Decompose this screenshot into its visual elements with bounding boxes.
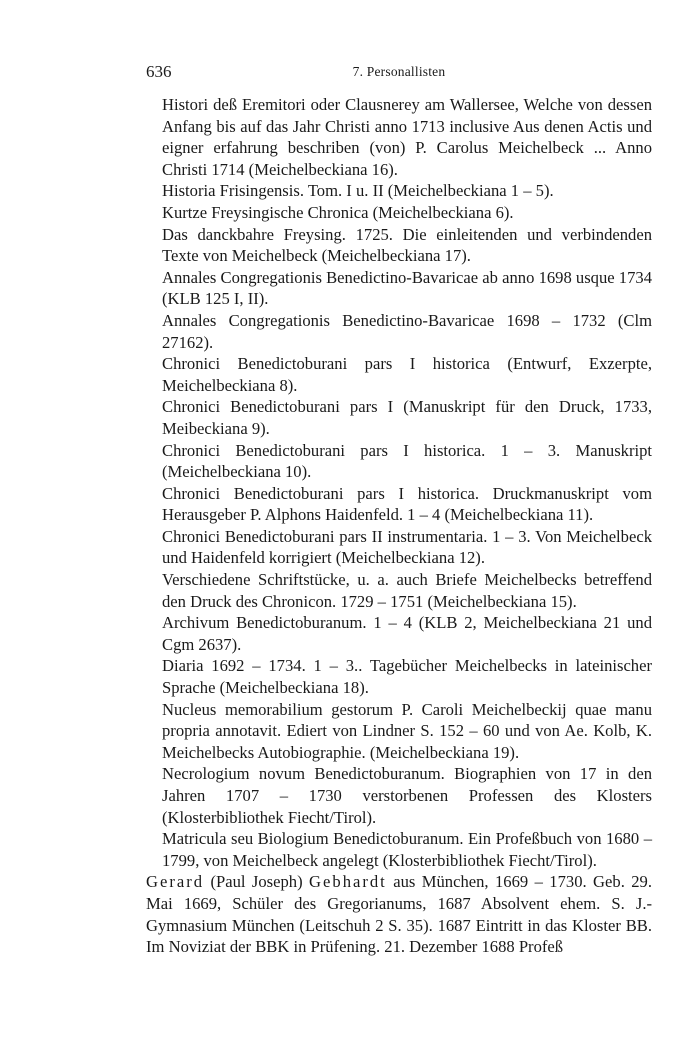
work-entry: Nucleus memorabilium gestorum P. Caroli Meichelbeckij quae manu propria annotavit. Ediert von Lindner S. 152 – 60 und von Ae. Kolb, K. Meichelbecks Autobiographie. (Meichelbeckiana 19). bbox=[162, 699, 652, 762]
work-entry: Histori deß Eremitori oder Clausnerey am Wallersee, Welche von dessen Anfang bis auf das Jahr Christi anno 1713 inclusive Aus denen Actis und eigner erfahrung beschriben (von) P. Carolus Meichelbeck ... Anno Christi 1714 (Meichelbeckiana 16). bbox=[162, 95, 652, 179]
page-body bbox=[146, 94, 652, 958]
work-entry: Diaria 1692 – 1734. 1 – 3.. Tagebücher Meichelbecks in lateinischer Sprache (Meichelbeckiana 18). bbox=[162, 656, 652, 698]
work-entry: Chronici Benedictoburani pars I historica (Entwurf, Exzerpte, Meichelbeckiana 8). bbox=[162, 354, 652, 395]
work-entry: Matricula seu Biologium Benedictoburanum. Ein Profeßbuch von 1680 – 1799, von Meichelbeck angelegt (Klosterbibliothek Fiecht/Tirol). bbox=[162, 829, 652, 870]
person-birth-name: (Paul Joseph) bbox=[210, 872, 303, 892]
work-entry: Annales Congregationis Benedictino-Bavaricae ab anno 1698 usque 1734 (KLB 125 I, II). bbox=[162, 267, 652, 309]
running-head: 7. Personallisten bbox=[352, 64, 446, 79]
person-surname: Gebhardt bbox=[309, 872, 387, 892]
work-entry: Kurtze Freysingische Chronica (Meichelbeckiana 6). bbox=[162, 202, 514, 222]
work-entry: Chronici Benedictoburani pars I historica. Druckmanuskript vom Herausgeber P. Alphons Haidenfeld. 1 – 4 (Meichelbeckiana 11). bbox=[162, 483, 652, 525]
page-number: 636 bbox=[146, 62, 172, 81]
work-entry: Chronici Benedictoburani pars I (Manuskript für den Druck, 1733, Meibeckiana 9). bbox=[162, 397, 652, 438]
work-entry: Archivum Benedictoburanum. 1 – 4 (KLB 2, Meichelbeckiana 21 und Cgm 2637). bbox=[162, 613, 652, 654]
person-entry bbox=[146, 871, 652, 957]
work-entry: Das danckbahre Freysing. 1725. Die einleitenden und verbindenden Texte von Meichelbeck (Meichelbeckiana 17). bbox=[162, 224, 652, 266]
work-entry: Chronici Benedictoburani pars II instrumentaria. 1 – 3. Von Meichelbeck und Haidenfeld korrigiert (Meichelbeckiana 12). bbox=[162, 526, 652, 568]
person-text: aus München, 1669 – 1730. Geb. 29. Mai 1669, Schüler des Gregorianums, 1687 Absolvent ehem. S. J.-Gymnasium München (Leitschuh 2 S. 35). 1687 Eintritt in das Kloster BB. Im Noviziat der BBK in Prüfening. 21. Dezember 1688 Profeß bbox=[146, 872, 652, 957]
page-header bbox=[146, 62, 652, 82]
work-entry: Annales Congregationis Benedictino-Bavaricae 1698 – 1732 (Clm 27162). bbox=[162, 310, 652, 352]
work-entry: Verschiedene Schriftstücke, u. a. auch Briefe Meichelbecks betreffend den Druck des Chronicon. 1729 – 1751 (Meichelbeckiana 15). bbox=[162, 570, 652, 611]
person-given-name: Gerard bbox=[146, 872, 205, 892]
work-entry: Chronici Benedictoburani pars I historica. 1 – 3. Manuskript (Meichelbeckiana 10). bbox=[162, 440, 652, 482]
work-entry: Necrologium novum Benedictoburanum. Biographien von 17 in den Jahren 1707 – 1730 verstorbenen Professen des Klosters (Klosterbibliothek Fiecht/Tirol). bbox=[162, 764, 652, 827]
work-entry: Historia Frisingensis. Tom. I u. II (Meichelbeckiana 1 – 5). bbox=[162, 181, 554, 201]
